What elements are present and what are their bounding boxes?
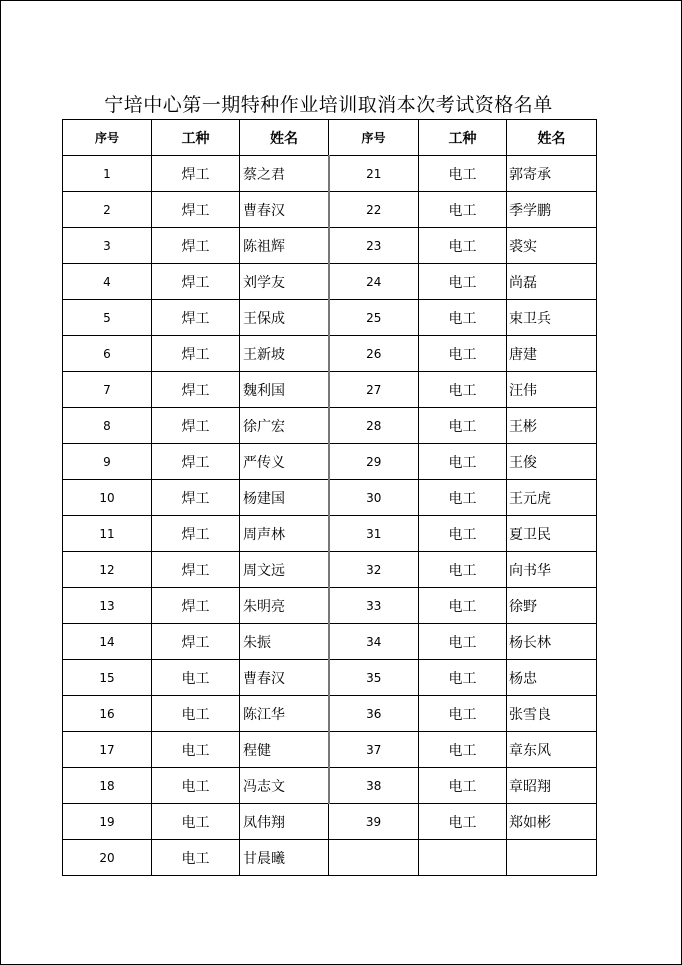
- row-no: 18: [63, 768, 152, 804]
- row-no: 33: [329, 588, 419, 624]
- table-row: [63, 300, 597, 336]
- row-type: 焊工: [152, 228, 240, 264]
- row-type: 电工: [419, 696, 507, 732]
- row-no: 29: [329, 444, 419, 480]
- header-no: 序号: [63, 120, 152, 156]
- table-row: [63, 804, 597, 840]
- row-name: 朱明亮: [240, 588, 329, 624]
- row-name: 严传义: [240, 444, 329, 480]
- row-type: 焊工: [152, 516, 240, 552]
- row-no: 34: [329, 624, 419, 660]
- table-row: [63, 516, 597, 552]
- row-name: 张雪良: [507, 696, 597, 732]
- row-no: 6: [63, 336, 152, 372]
- row-no: 38: [329, 768, 419, 804]
- row-name: 唐建: [507, 336, 597, 372]
- row-no: 37: [329, 732, 419, 768]
- row-type: 电工: [419, 228, 507, 264]
- row-name: 杨忠: [507, 660, 597, 696]
- row-no: 31: [329, 516, 419, 552]
- row-type: 电工: [419, 156, 507, 192]
- row-name: 曹春汉: [240, 660, 329, 696]
- row-type: 电工: [419, 516, 507, 552]
- row-name: 蔡之君: [240, 156, 329, 192]
- row-name: 季学鹏: [507, 192, 597, 228]
- row-type: 电工: [152, 768, 240, 804]
- row-type: [419, 840, 507, 876]
- row-no: 15: [63, 660, 152, 696]
- table-row: [63, 480, 597, 516]
- row-name: 凤伟翔: [240, 804, 329, 840]
- row-name: 冯志文: [240, 768, 329, 804]
- header-type: 工种: [152, 120, 240, 156]
- table-row: [63, 624, 597, 660]
- row-no: 26: [329, 336, 419, 372]
- header-type: 工种: [419, 120, 507, 156]
- row-name: 夏卫民: [507, 516, 597, 552]
- row-name: 王俊: [507, 444, 597, 480]
- header-name: 姓名: [507, 120, 597, 156]
- row-name: 徐野: [507, 588, 597, 624]
- table-row: [63, 192, 597, 228]
- row-no: 25: [329, 300, 419, 336]
- row-no: 8: [63, 408, 152, 444]
- row-type: 焊工: [152, 588, 240, 624]
- row-no: 30: [329, 480, 419, 516]
- row-no: 22: [329, 192, 419, 228]
- row-no: 36: [329, 696, 419, 732]
- row-no: 7: [63, 372, 152, 408]
- row-type: 电工: [419, 336, 507, 372]
- row-no: 12: [63, 552, 152, 588]
- row-name: 魏利国: [240, 372, 329, 408]
- header-no: 序号: [329, 120, 419, 156]
- row-no: 24: [329, 264, 419, 300]
- row-name: [507, 840, 597, 876]
- row-type: 焊工: [152, 444, 240, 480]
- row-no: 35: [329, 660, 419, 696]
- row-no: 5: [63, 300, 152, 336]
- row-type: 电工: [419, 480, 507, 516]
- row-type: 电工: [152, 660, 240, 696]
- row-name: 王保成: [240, 300, 329, 336]
- table-row: [63, 660, 597, 696]
- row-no: 1: [63, 156, 152, 192]
- row-type: 电工: [419, 192, 507, 228]
- row-type: 电工: [419, 624, 507, 660]
- row-name: 程健: [240, 732, 329, 768]
- row-no: 2: [63, 192, 152, 228]
- row-name: 陈江华: [240, 696, 329, 732]
- row-no: 9: [63, 444, 152, 480]
- table-row: [63, 732, 597, 768]
- row-name: 周声林: [240, 516, 329, 552]
- row-name: 杨建国: [240, 480, 329, 516]
- row-type: 电工: [152, 732, 240, 768]
- row-name: 束卫兵: [507, 300, 597, 336]
- row-no: 17: [63, 732, 152, 768]
- row-name: 徐广宏: [240, 408, 329, 444]
- row-no: 20: [63, 840, 152, 876]
- row-type: 焊工: [152, 264, 240, 300]
- table-row: [63, 372, 597, 408]
- row-no: 27: [329, 372, 419, 408]
- row-name: 甘晨曦: [240, 840, 329, 876]
- table-row: [63, 696, 597, 732]
- row-name: 郭寄承: [507, 156, 597, 192]
- row-type: 电工: [419, 300, 507, 336]
- row-no: [329, 840, 419, 876]
- row-type: 焊工: [152, 300, 240, 336]
- row-name: 郑如彬: [507, 804, 597, 840]
- table-row: [63, 336, 597, 372]
- table-row: [63, 588, 597, 624]
- row-type: 电工: [419, 804, 507, 840]
- row-name: 曹春汉: [240, 192, 329, 228]
- row-type: 焊工: [152, 552, 240, 588]
- row-name: 朱振: [240, 624, 329, 660]
- document-title: 宁培中心第一期特种作业培训取消本次考试资格名单: [104, 94, 553, 116]
- row-type: 焊工: [152, 480, 240, 516]
- table-body: [63, 156, 597, 876]
- row-name: 裘实: [507, 228, 597, 264]
- row-type: 电工: [419, 372, 507, 408]
- table-row: [63, 768, 597, 804]
- row-type: 电工: [419, 408, 507, 444]
- row-name: 汪伟: [507, 372, 597, 408]
- row-type: 电工: [152, 804, 240, 840]
- table-row: [63, 840, 597, 876]
- row-type: 电工: [419, 588, 507, 624]
- table-row: [63, 228, 597, 264]
- row-type: 焊工: [152, 192, 240, 228]
- row-no: 28: [329, 408, 419, 444]
- row-type: 电工: [419, 552, 507, 588]
- row-type: 焊工: [152, 624, 240, 660]
- row-type: 焊工: [152, 336, 240, 372]
- row-name: 陈祖辉: [240, 228, 329, 264]
- row-no: 21: [329, 156, 419, 192]
- table-row: [63, 552, 597, 588]
- row-type: 电工: [152, 840, 240, 876]
- row-type: 电工: [419, 732, 507, 768]
- row-name: 尚磊: [507, 264, 597, 300]
- disqualification-table: [62, 119, 597, 876]
- table-row: [63, 264, 597, 300]
- row-no: 39: [329, 804, 419, 840]
- row-no: 32: [329, 552, 419, 588]
- row-name: 王彬: [507, 408, 597, 444]
- row-type: 电工: [419, 768, 507, 804]
- row-no: 13: [63, 588, 152, 624]
- row-name: 王元虎: [507, 480, 597, 516]
- row-no: 3: [63, 228, 152, 264]
- row-type: 焊工: [152, 408, 240, 444]
- row-type: 焊工: [152, 156, 240, 192]
- table-row: [63, 444, 597, 480]
- row-no: 23: [329, 228, 419, 264]
- row-name: 王新坡: [240, 336, 329, 372]
- row-no: 16: [63, 696, 152, 732]
- row-no: 14: [63, 624, 152, 660]
- header-name: 姓名: [240, 120, 329, 156]
- row-no: 4: [63, 264, 152, 300]
- table-row: [63, 156, 597, 192]
- row-name: 向书华: [507, 552, 597, 588]
- table-row: [63, 408, 597, 444]
- row-type: 电工: [152, 696, 240, 732]
- row-name: 杨长林: [507, 624, 597, 660]
- row-name: 章昭翔: [507, 768, 597, 804]
- row-type: 焊工: [152, 372, 240, 408]
- row-type: 电工: [419, 264, 507, 300]
- row-name: 刘学友: [240, 264, 329, 300]
- row-type: 电工: [419, 444, 507, 480]
- row-no: 10: [63, 480, 152, 516]
- row-no: 11: [63, 516, 152, 552]
- row-type: 电工: [419, 660, 507, 696]
- row-name: 章东风: [507, 732, 597, 768]
- row-no: 19: [63, 804, 152, 840]
- table-header-row: [63, 120, 597, 156]
- row-name: 周文远: [240, 552, 329, 588]
